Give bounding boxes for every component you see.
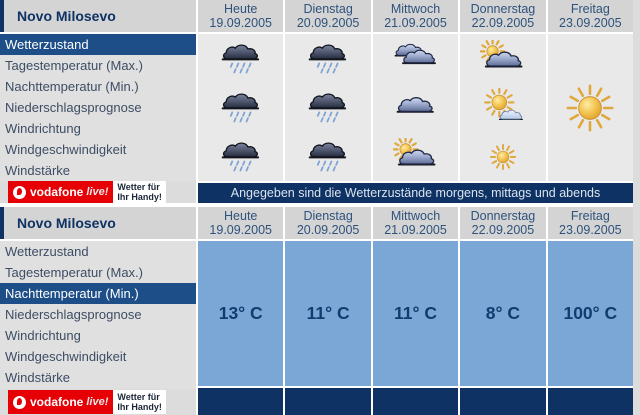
day-header: [373, 0, 458, 32]
temperature-cell: 100° C: [548, 241, 633, 386]
vodafone-live-label: live!: [86, 186, 109, 198]
day-header: [198, 207, 283, 239]
metric-item-windrichtung[interactable]: Windrichtung: [5, 121, 81, 136]
rain-icon: [220, 89, 262, 127]
metric-item-tagestemperatur-max[interactable]: Tagestemperatur (Max.): [5, 265, 143, 280]
footer-cell: [285, 388, 370, 415]
metric-item-wetterzustand[interactable]: Wetterzustand: [5, 244, 89, 259]
rain-icon: [307, 138, 349, 176]
metric-item-windgeschwindigkeit[interactable]: Windgeschwindigkeit: [5, 142, 127, 157]
weather-icon-grid: [198, 34, 633, 181]
day-date: 20.09.2005: [296, 16, 360, 30]
footer-cell: [548, 388, 633, 415]
tagline-line2: Ihr Handy!: [117, 402, 162, 412]
day-name: Heute: [224, 2, 258, 16]
tagline-line1: Wetter für: [117, 392, 160, 402]
handy-tagline: [113, 181, 166, 203]
forecast-table-conditions: [0, 0, 640, 203]
sun-behind-cloud-icon: [480, 40, 526, 76]
day-header: [285, 0, 370, 32]
location-title: Novo Milosevo: [0, 0, 196, 32]
day-date: 23.09.2005: [559, 223, 622, 237]
handy-tagline: [113, 390, 166, 414]
rain-icon: [220, 138, 262, 176]
sun-icon: [483, 139, 523, 175]
day-header-row-top: [198, 0, 633, 32]
day-name: Freitag: [570, 2, 610, 16]
day-name: Dienstag: [303, 2, 353, 16]
day-header: [460, 0, 545, 32]
vodafone-live-label: live!: [86, 396, 109, 408]
day-header: [548, 0, 633, 32]
vodafone-wordmark: vodafone: [30, 185, 84, 199]
day-name: Mittwoch: [390, 2, 441, 16]
weather-icon-column: [285, 34, 370, 181]
vodafone-wordmark: vodafone: [30, 395, 84, 409]
weather-icon-column: [548, 34, 633, 181]
metric-item-niederschlagsprognose[interactable]: Niederschlagsprognose: [5, 307, 142, 322]
day-name: Mittwoch: [390, 209, 441, 223]
weather-icon-column: [198, 34, 283, 181]
tagline-line1: Wetter für: [117, 182, 160, 192]
sun-with-cloud-icon: [481, 88, 525, 126]
day-date: 19.09.2005: [209, 223, 272, 237]
metric-item-tagestemperatur-max[interactable]: Tagestemperatur (Max.): [5, 58, 143, 73]
metric-menu-bottom: [0, 241, 196, 389]
metric-item-nachttemperatur-min[interactable]: Nachttemperatur (Min.): [5, 79, 139, 94]
temperature-row: [198, 241, 633, 386]
sun-large-icon: [562, 83, 618, 133]
day-name: Donnerstag: [470, 2, 536, 16]
day-name: Heute: [224, 209, 258, 223]
rain-icon: [307, 89, 349, 127]
footer-cell: [373, 388, 458, 415]
sun-behind-cloud-icon: [393, 138, 439, 174]
day-date: 21.09.2005: [384, 223, 447, 237]
metric-menu-top: [0, 34, 196, 181]
vodafone-live-logo[interactable]: [8, 181, 113, 203]
day-date: 21.09.2005: [384, 16, 447, 30]
tagline-line2: Ihr Handy!: [117, 192, 162, 202]
brand-row-bottom: [0, 389, 196, 415]
sidebar-top: [0, 0, 196, 203]
right-margin-strip: [633, 0, 640, 415]
day-header: [460, 207, 545, 239]
metric-item-windst-rke[interactable]: Windstärke: [5, 163, 71, 178]
day-header: [373, 207, 458, 239]
vodafone-speechmark-icon: [13, 396, 26, 409]
metric-item-nachttemperatur-min[interactable]: Nachttemperatur (Min.): [0, 283, 196, 304]
times-note-banner: Angegeben sind die Wetterzustände morgens, mittags und abends: [198, 183, 633, 203]
weather-icon-column: [373, 34, 458, 181]
temperature-cell: 11° C: [373, 241, 458, 386]
day-header: [548, 207, 633, 239]
metric-item-windrichtung[interactable]: Windrichtung: [5, 328, 81, 343]
temperature-cell: 13° C: [198, 241, 283, 386]
footer-cell: [460, 388, 545, 415]
day-date: 19.09.2005: [209, 16, 272, 30]
vodafone-live-logo[interactable]: [8, 390, 113, 414]
temperature-cell: 8° C: [460, 241, 545, 386]
forecast-table-night-temp: [0, 207, 640, 415]
rain-icon: [307, 40, 349, 78]
day-header-row-bottom: [198, 207, 633, 239]
metric-item-wetterzustand[interactable]: Wetterzustand: [0, 34, 196, 55]
day-date: 22.09.2005: [471, 223, 535, 237]
metric-item-niederschlagsprognose[interactable]: Niederschlagsprognose: [5, 100, 142, 115]
metric-item-windgeschwindigkeit[interactable]: Windgeschwindigkeit: [5, 349, 127, 364]
table-footer: [198, 388, 633, 415]
cloud-icon: [394, 89, 438, 123]
location-title: Novo Milosevo: [0, 207, 196, 239]
sidebar-bottom: [0, 207, 196, 415]
rain-icon: [220, 40, 262, 78]
main-bottom: [198, 207, 640, 415]
main-top: [198, 0, 640, 203]
day-date: 23.09.2005: [559, 16, 622, 30]
vodafone-speechmark-icon: [13, 186, 26, 199]
two-clouds-icon: [394, 41, 438, 75]
day-date: 20.09.2005: [296, 223, 360, 237]
metric-item-windst-rke[interactable]: Windstärke: [5, 370, 71, 385]
temperature-cell: 11° C: [285, 241, 370, 386]
day-name: Donnerstag: [470, 209, 536, 223]
day-name: Dienstag: [303, 209, 353, 223]
day-date: 22.09.2005: [471, 16, 535, 30]
day-header: [198, 0, 283, 32]
day-header: [285, 207, 370, 239]
day-name: Freitag: [570, 209, 610, 223]
footer-cell: [198, 388, 283, 415]
brand-row-top: [0, 181, 196, 203]
weather-icon-column: [460, 34, 545, 181]
